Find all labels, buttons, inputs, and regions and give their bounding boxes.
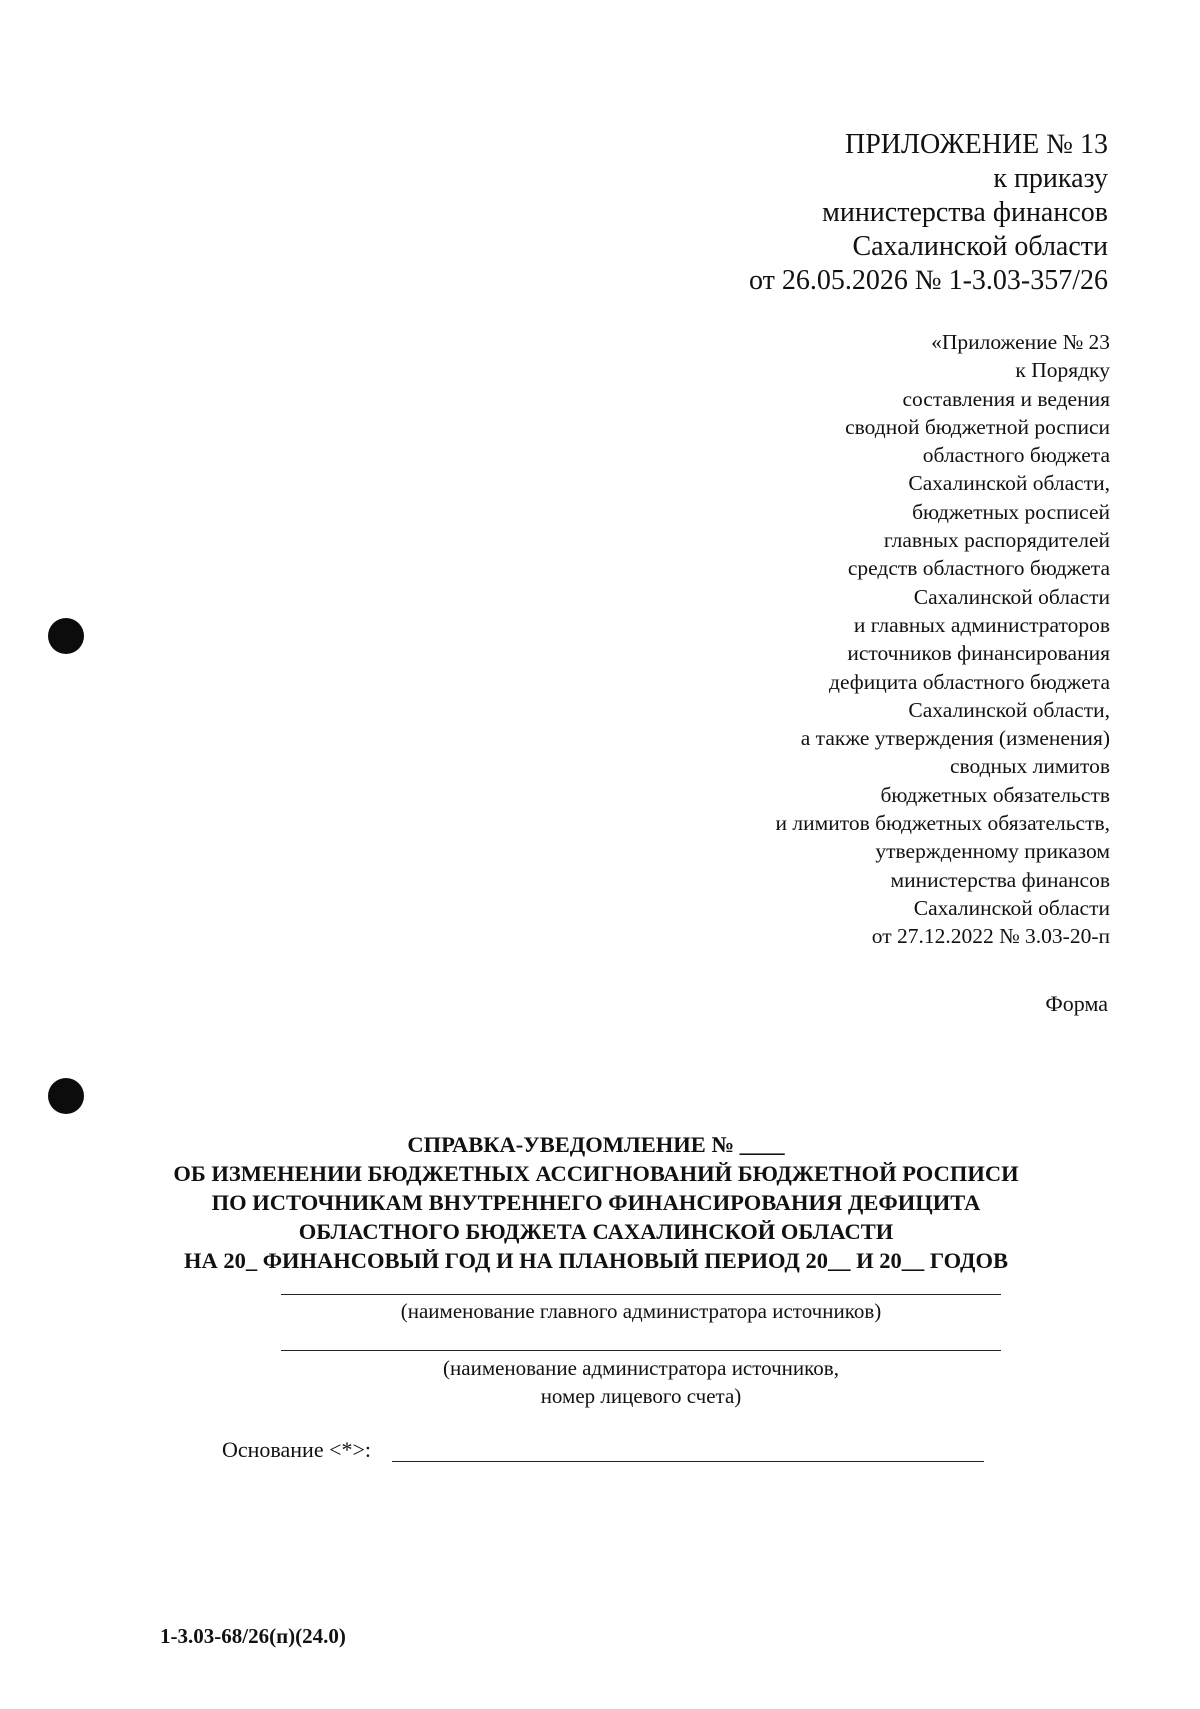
- appendix-line: к Порядку: [1015, 358, 1110, 383]
- title-line: ОБ ИЗМЕНЕНИИ БЮДЖЕТНЫХ АССИГНОВАНИЙ БЮДЖЕТНОЙ РОСПИСИ: [173, 1161, 1019, 1186]
- appendix-line: сводных лимитов: [949, 754, 1110, 779]
- annex-line: министерства финансов: [822, 197, 1108, 228]
- punch-hole: [48, 1078, 84, 1114]
- appendix-line: дефицита областного бюджета: [829, 669, 1110, 694]
- title-line: ПО ИСТОЧНИКАМ ВНУТРЕННЕГО ФИНАНСИРОВАНИЯ ДЕФИЦИТА: [211, 1190, 981, 1215]
- chief-administrator-field[interactable]: [281, 1294, 1001, 1295]
- appendix-line: Сахалинской области: [913, 584, 1110, 609]
- annex-line: к приказу: [993, 163, 1108, 194]
- annex-line: Сахалинской области: [852, 231, 1108, 262]
- appendix-line: от 27.12.2022 № 3.03-20-п: [871, 924, 1110, 949]
- basis-field[interactable]: [392, 1461, 984, 1462]
- appendix-line: и главных администраторов: [853, 612, 1110, 637]
- appendix-line: Сахалинской области,: [908, 471, 1110, 496]
- appendix-line: областного бюджета: [922, 443, 1110, 468]
- administrator-field[interactable]: [281, 1350, 1001, 1351]
- appendix-line: и лимитов бюджетных обязательств,: [775, 811, 1110, 836]
- form-label: Форма: [1045, 991, 1108, 1016]
- appendix-line: бюджетных обязательств: [880, 782, 1110, 807]
- appendix-line: а также утверждения (изменения): [800, 726, 1110, 751]
- appendix-line: министерства финансов: [890, 867, 1110, 892]
- annex-header: [749, 128, 1108, 298]
- chief-administrator-caption: (наименование главного администратора источников): [400, 1299, 882, 1323]
- administrator-caption: [281, 1354, 1001, 1410]
- title-line: ОБЛАСТНОГО БЮДЖЕТА САХАЛИНСКОЙ ОБЛАСТИ: [298, 1219, 894, 1244]
- appendix-reference: [775, 328, 1110, 951]
- appendix-line: Сахалинской области,: [908, 697, 1110, 722]
- administrator-caption-line: (наименование администратора источников,: [443, 1356, 839, 1380]
- appendix-line: составления и ведения: [902, 386, 1110, 411]
- appendix-line: средств областного бюджета: [847, 556, 1110, 581]
- punch-hole: [48, 618, 84, 654]
- appendix-line: Сахалинской области: [913, 895, 1110, 920]
- appendix-line: главных распорядителей: [883, 528, 1110, 553]
- appendix-line: сводной бюджетной росписи: [845, 414, 1110, 439]
- annex-title: ПРИЛОЖЕНИЕ № 13: [845, 129, 1108, 160]
- appendix-line: бюджетных росписей: [912, 499, 1110, 524]
- administrator-caption-line: номер лицевого счета): [540, 1384, 742, 1408]
- annex-order-date: от 26.05.2026 № 1-3.03-357/26: [748, 265, 1108, 296]
- title-line: НА 20_ ФИНАНСОВЫЙ ГОД И НА ПЛАНОВЫЙ ПЕРИОД 20__ И 20__ ГОДОВ: [183, 1248, 1009, 1273]
- appendix-line: «Приложение № 23: [931, 330, 1110, 354]
- basis-label: Основание <*>:: [222, 1437, 372, 1462]
- appendix-line: источников финансирования: [847, 641, 1110, 666]
- document-title: [140, 1130, 1052, 1275]
- document-code: 1-3.03-68/26(п)(24.0): [160, 1624, 346, 1648]
- appendix-line: утвержденному приказом: [875, 839, 1110, 864]
- title-line: СПРАВКА-УВЕДОМЛЕНИЕ № ____: [407, 1132, 785, 1157]
